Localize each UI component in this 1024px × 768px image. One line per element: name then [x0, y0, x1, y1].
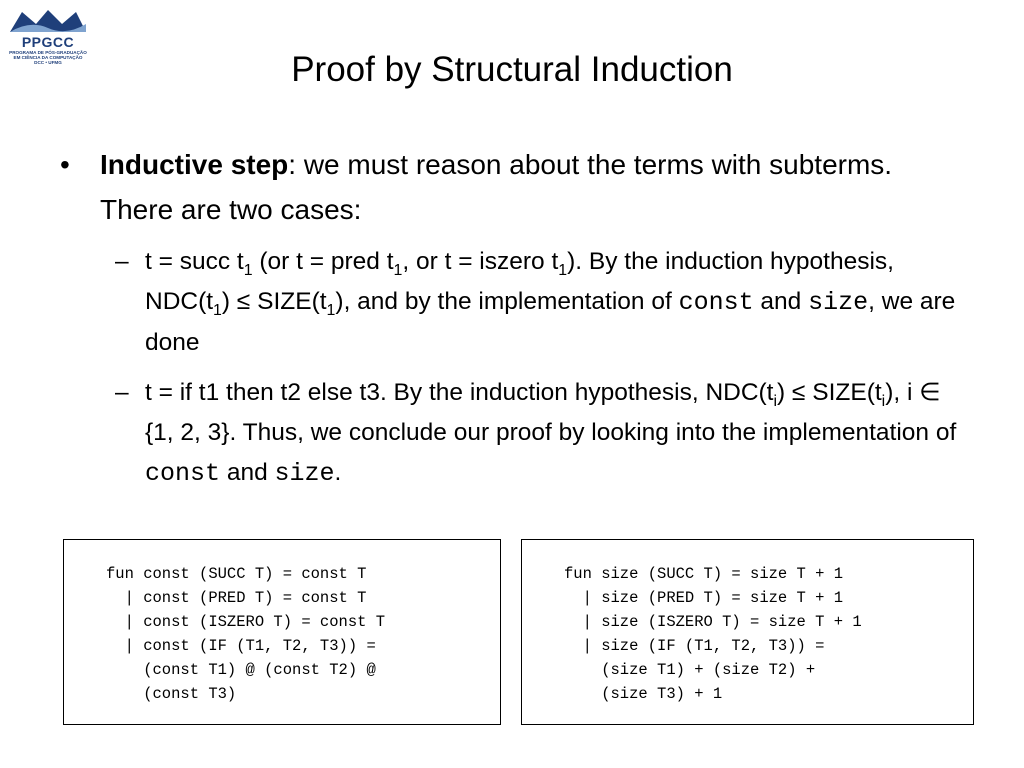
code-line: (size T1) + (size T2) + — [564, 661, 816, 679]
slide-title: Proof by Structural Induction — [291, 50, 733, 89]
code-line: | size (ISZERO T) = size T + 1 — [564, 613, 862, 631]
code-line: | size (IF (T1, T2, T3)) = — [564, 637, 825, 655]
inline-code-size: size — [808, 288, 869, 317]
text-run: ) ≤ SIZE(t — [777, 379, 882, 406]
bullet-bold-lead: Inductive step — [100, 149, 289, 180]
subscript: 1 — [558, 261, 568, 279]
text-run: ). By the induction hypothesis, NDC(t — [145, 248, 894, 315]
sub-item-if — [60, 373, 960, 494]
text-run: , we are done — [145, 288, 956, 356]
code-box-size — [521, 539, 974, 725]
subscript: i — [881, 392, 886, 410]
logo-name: PPGCC — [21, 34, 75, 50]
text-run: and — [220, 459, 275, 486]
sub-item-mark: – — [115, 248, 129, 275]
code-line: (const T1) @ (const T2) @ — [106, 661, 376, 679]
logo-subtitle-line: EM CIÊNCIA DA COMPUTAÇÃO — [13, 55, 83, 61]
code-line: | size (PRED T) = size T + 1 — [564, 589, 844, 607]
text-run: , or t = iszero t — [402, 248, 559, 275]
code-line: | const (ISZERO T) = const T — [106, 613, 386, 631]
text-run: . — [334, 459, 342, 486]
logo-subtitle-line: PROGRAMA DE PÓS-GRADUAÇÃO — [9, 50, 87, 55]
subscript: 1 — [243, 261, 253, 279]
slide-content — [60, 142, 960, 494]
text-run: ), i ∈ {1, 2, 3}. Thus, we conclude our proof by looking into the implementation of — [145, 379, 957, 446]
bullet-text: : we must reason about the terms with subterms. There are two cases: — [100, 149, 893, 225]
subscript: 1 — [393, 261, 403, 279]
inline-code-const: const — [678, 288, 754, 317]
code-line: fun const (SUCC T) = const T — [106, 565, 367, 583]
inline-code-size: size — [274, 459, 335, 488]
logo-wave-icon — [6, 6, 90, 36]
inline-code-const: const — [145, 459, 221, 488]
bullet-mark: • — [60, 149, 70, 180]
text-run: ), and by the implementation of — [335, 288, 679, 315]
code-line: fun size (SUCC T) = size T + 1 — [564, 565, 844, 583]
code-box-const — [63, 539, 501, 725]
text-run: and — [753, 288, 809, 315]
code-line: | const (IF (T1, T2, T3)) = — [106, 637, 376, 655]
text-run: (or t = pred t — [252, 248, 394, 275]
text-run: t = succ t — [145, 248, 244, 275]
subscript: 1 — [326, 301, 336, 319]
code-line: (size T3) + 1 — [564, 685, 723, 703]
subscript: 1 — [213, 301, 222, 319]
subscript: i — [773, 392, 778, 410]
sub-item-succ — [60, 242, 960, 363]
code-line: (const T3) — [106, 685, 237, 703]
text-run: ) ≤ SIZE(t — [221, 288, 327, 315]
sub-item-mark: – — [115, 379, 129, 406]
bullet-item — [60, 142, 960, 232]
text-run: t = if t1 then t2 else t3. By the induction hypothesis, NDC(t — [145, 379, 774, 406]
logo-subtitle-line: DCC • UFMG — [34, 60, 62, 66]
code-line: | const (PRED T) = const T — [106, 589, 367, 607]
